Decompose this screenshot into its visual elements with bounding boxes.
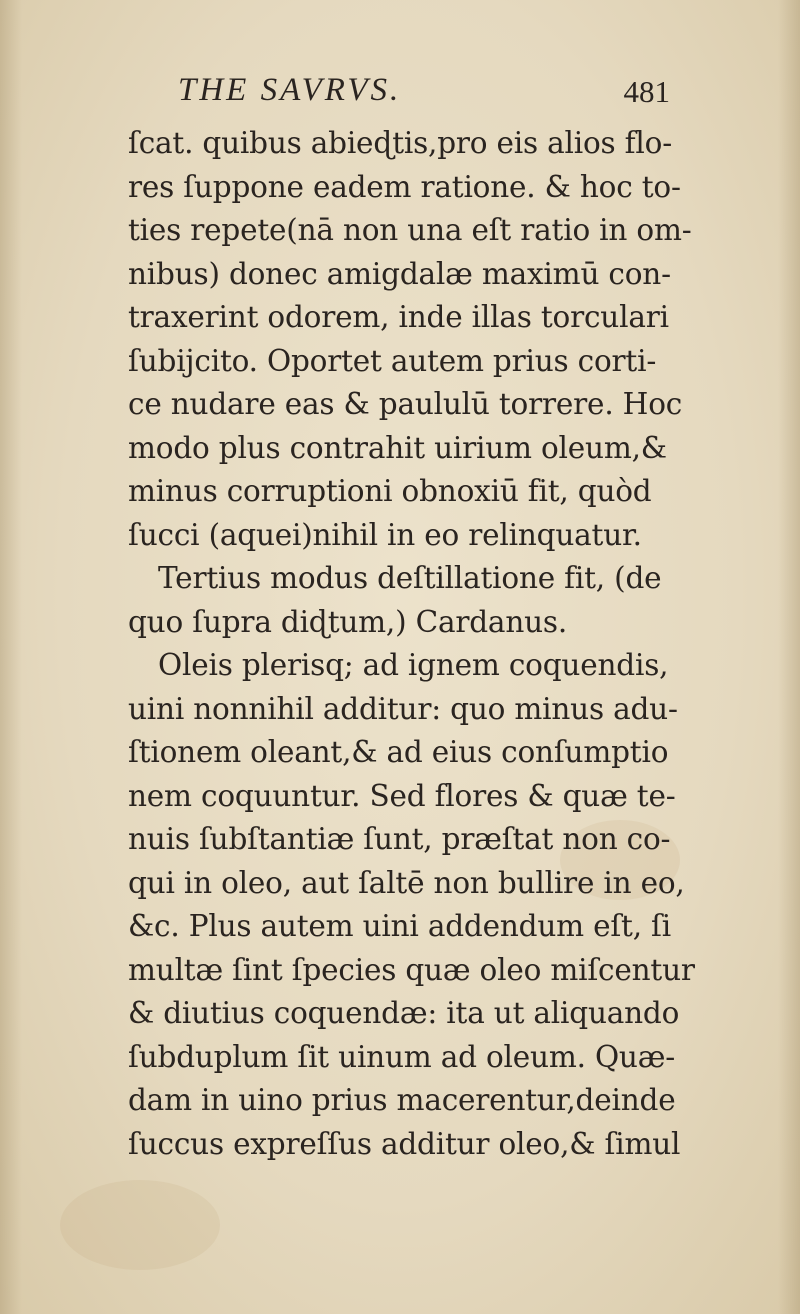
text-line: multæ ſint ſpecies quæ oleo miſcentur xyxy=(128,952,695,987)
text-line: ſubijcito. Oportet autem prius corti- xyxy=(128,343,657,378)
running-head xyxy=(130,72,670,116)
body-text xyxy=(128,122,695,1166)
text-line: quo ſupra diɖtum,) Cardanus. xyxy=(128,604,568,639)
paragraph-start-line: Oleis plerisq; ad ignem coquendis, xyxy=(158,648,669,682)
text-line: ſucci (aquei)nihil in eo relinquatur. xyxy=(128,517,642,552)
text-line: ſcat. quibus abieɖtis,pro eis alios flo- xyxy=(128,126,672,160)
text-line: modo plus contrahit uirium oleum,& xyxy=(128,430,667,465)
text-line: ſtionem oleant,& ad eius conſumptio xyxy=(128,735,669,769)
text-line: dam in uino prius macerentur,deinde xyxy=(128,1083,676,1117)
text-line: qui in oleo, aut ſaltē non bullire in eo, xyxy=(128,865,685,900)
page-edge-right xyxy=(778,0,800,1314)
paragraph-start-line: Tertius modus deſtillatione fit, (de xyxy=(158,561,662,595)
text-line: & diutius coquendæ: ita ut aliquando xyxy=(128,996,680,1030)
text-line: uini nonnihil additur: quo minus adu- xyxy=(128,691,678,726)
paper-stain xyxy=(60,1180,220,1270)
text-line: nibus) donec amigdalæ maximū con- xyxy=(128,256,671,291)
text-line: ce nudare eas & paululū torrere. Hoc xyxy=(128,387,683,421)
text-line: minus corruptioni obnoxiū fit, quòd xyxy=(128,474,652,508)
text-line: ſuccus expreſſus additur oleo,& ſimul xyxy=(128,1126,681,1161)
running-head-title: THE SAVRVS. xyxy=(178,72,402,108)
page-number: 481 xyxy=(623,74,670,109)
text-line: res ſuppone eadem ratione. & hoc to- xyxy=(128,169,681,204)
text-line: traxerint odorem, inde illas torculari xyxy=(128,300,669,334)
text-line: nem coquuntur. Sed flores & quæ te- xyxy=(128,778,676,813)
text-line: ſubduplum ſit uinum ad oleum. Quæ- xyxy=(128,1039,676,1074)
page-edge-left xyxy=(0,0,22,1314)
text-line: nuis ſubſtantiæ ſunt, præſtat non co- xyxy=(128,822,671,856)
text-line: &c. Plus autem uini addendum eſt, ſi xyxy=(128,909,672,943)
text-line: ties repete(nā non una eſt ratio in om- xyxy=(128,213,692,247)
